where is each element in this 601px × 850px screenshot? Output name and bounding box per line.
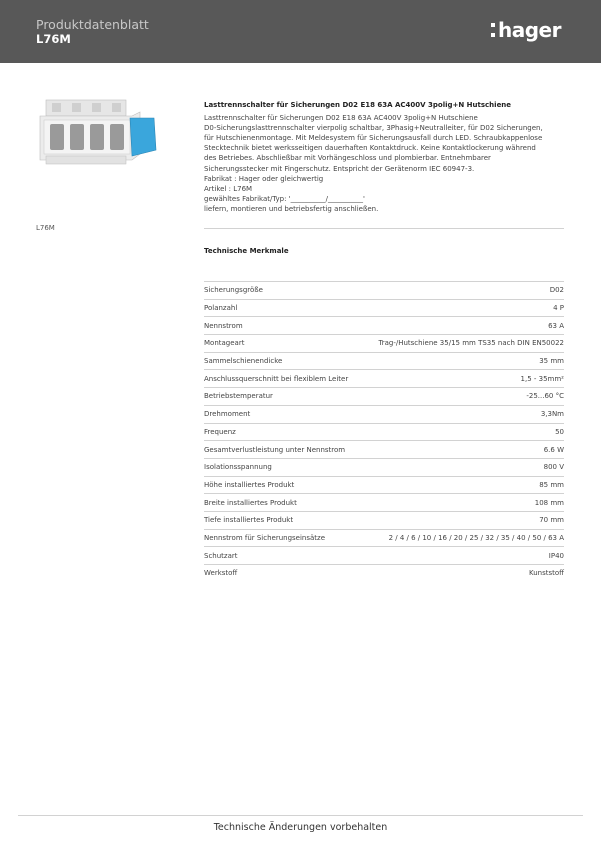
spec-value: 2 / 4 / 6 / 10 / 16 / 20 / 25 / 32 / 35 / 40 / 50 / 63 A	[388, 533, 564, 542]
description-line: Lasttrennschalter für Sicherungen D02 E18 63A AC400V 3polig+N Hutschiene	[204, 114, 478, 123]
specs-table	[204, 281, 564, 582]
spec-value: 85 mm	[539, 480, 564, 489]
spec-row	[204, 316, 564, 334]
spec-label: Frequenz	[204, 427, 236, 436]
document-id: L76M	[36, 32, 71, 46]
spec-row	[204, 387, 564, 405]
spec-label: Sicherungsgröße	[204, 286, 263, 295]
description-line: gewähltes Fabrikat/Typ: '__________/__________'	[204, 194, 365, 203]
spec-label: Montageart	[204, 339, 245, 348]
spec-row	[204, 529, 564, 547]
spec-row	[204, 281, 564, 299]
spec-row	[204, 476, 564, 494]
spec-row	[204, 564, 564, 582]
spec-value: 63 A	[548, 321, 564, 330]
description-line: Fabrikat : Hager oder gleichwertig	[204, 174, 324, 183]
logo-mark-icon	[491, 23, 495, 37]
description-line: Stecktechnik bietet werksseitigen dauerhaften Kontaktdruck. Keine Kontaktlockerung während	[204, 144, 536, 153]
spec-value: 6.6 W	[543, 445, 564, 454]
product-image	[36, 98, 158, 166]
spec-label: Drehmoment	[204, 410, 251, 419]
spec-row	[204, 546, 564, 564]
spec-row	[204, 334, 564, 352]
description-line: Sicherungsstecker mit Fingerschutz. Entspricht der Gerätenorm IEC 60947-3.	[204, 164, 475, 173]
document-type: Produktdatenblatt	[36, 17, 149, 32]
spec-value: IP40	[548, 551, 564, 560]
spec-label: Betriebstemperatur	[204, 392, 273, 401]
spec-label: Gesamtverlustleistung unter Nennstrom	[204, 445, 346, 454]
spec-label: Anschlussquerschnitt bei flexiblem Leiter	[204, 374, 349, 383]
spec-value: -25...60 °C	[526, 392, 564, 401]
footer-note: Technische Änderungen vorbehalten	[213, 822, 388, 833]
description-line: für Hutschienenmontage. Mit Meldesystem für Sicherungsausfall durch LED. Schraubkappenlose	[204, 134, 543, 143]
spec-label: Werkstoff	[204, 569, 238, 578]
description-line: liefern, montieren und betriebsfertig anschließen.	[204, 204, 379, 213]
page-header	[0, 0, 601, 63]
spec-row	[204, 511, 564, 529]
spec-value: 1,5 - 35mm²	[520, 374, 564, 383]
brand-name: hager	[498, 18, 561, 42]
description-line: D0-Sicherungslasttrennschalter vierpolig schaltbar, 3Phasig+Neutralleiter, für D02 Sicherungen,	[204, 124, 543, 133]
spec-value: 800 V	[543, 463, 564, 472]
spec-value: 50	[555, 427, 564, 436]
spec-row	[204, 369, 564, 387]
description-line: des Betriebes. Abschließbar mit Vorhängeschloss und plombierbar. Entnehmbarer	[204, 154, 491, 163]
spec-value: 70 mm	[539, 516, 564, 525]
spec-row	[204, 440, 564, 458]
spec-label: Tiefe installiertes Produkt	[204, 516, 294, 525]
product-title: Lasttrennschalter für Sicherungen D02 E18 63A AC400V 3polig+N Hutschiene	[204, 101, 512, 109]
spec-value: 4 P	[553, 304, 564, 313]
spec-label: Polanzahl	[204, 304, 238, 313]
spec-row	[204, 423, 564, 441]
spec-row	[204, 493, 564, 511]
spec-value: 108 mm	[534, 498, 564, 507]
spec-row	[204, 405, 564, 423]
footer-divider	[18, 815, 583, 816]
spec-value: Kunststoff	[528, 569, 564, 578]
spec-label: Nennstrom	[204, 321, 243, 330]
spec-row	[204, 352, 564, 370]
spec-value: 3,3Nm	[540, 410, 564, 419]
hager-logo	[491, 17, 561, 43]
spec-label: Schutzart	[204, 551, 238, 560]
specs-title: Technische Merkmale	[204, 247, 289, 255]
description-line: Artikel : L76M	[204, 184, 253, 193]
spec-label: Höhe installiertes Produkt	[204, 480, 295, 489]
spec-row	[204, 458, 564, 476]
spec-value: D02	[549, 286, 564, 295]
spec-label: Isolationsspannung	[204, 463, 272, 472]
spec-row	[204, 299, 564, 317]
spec-label: Sammelschienendicke	[204, 357, 283, 366]
product-description	[204, 100, 564, 214]
spec-label: Breite installiertes Produkt	[204, 498, 297, 507]
spec-value: Trag-/Hutschiene 35/15 mm TS35 nach DIN EN50022	[378, 339, 564, 348]
spec-value: 35 mm	[539, 357, 564, 366]
section-divider	[204, 228, 564, 229]
spec-label: Nennstrom für Sicherungseinsätze	[204, 533, 326, 542]
product-caption: L76M	[36, 224, 55, 232]
